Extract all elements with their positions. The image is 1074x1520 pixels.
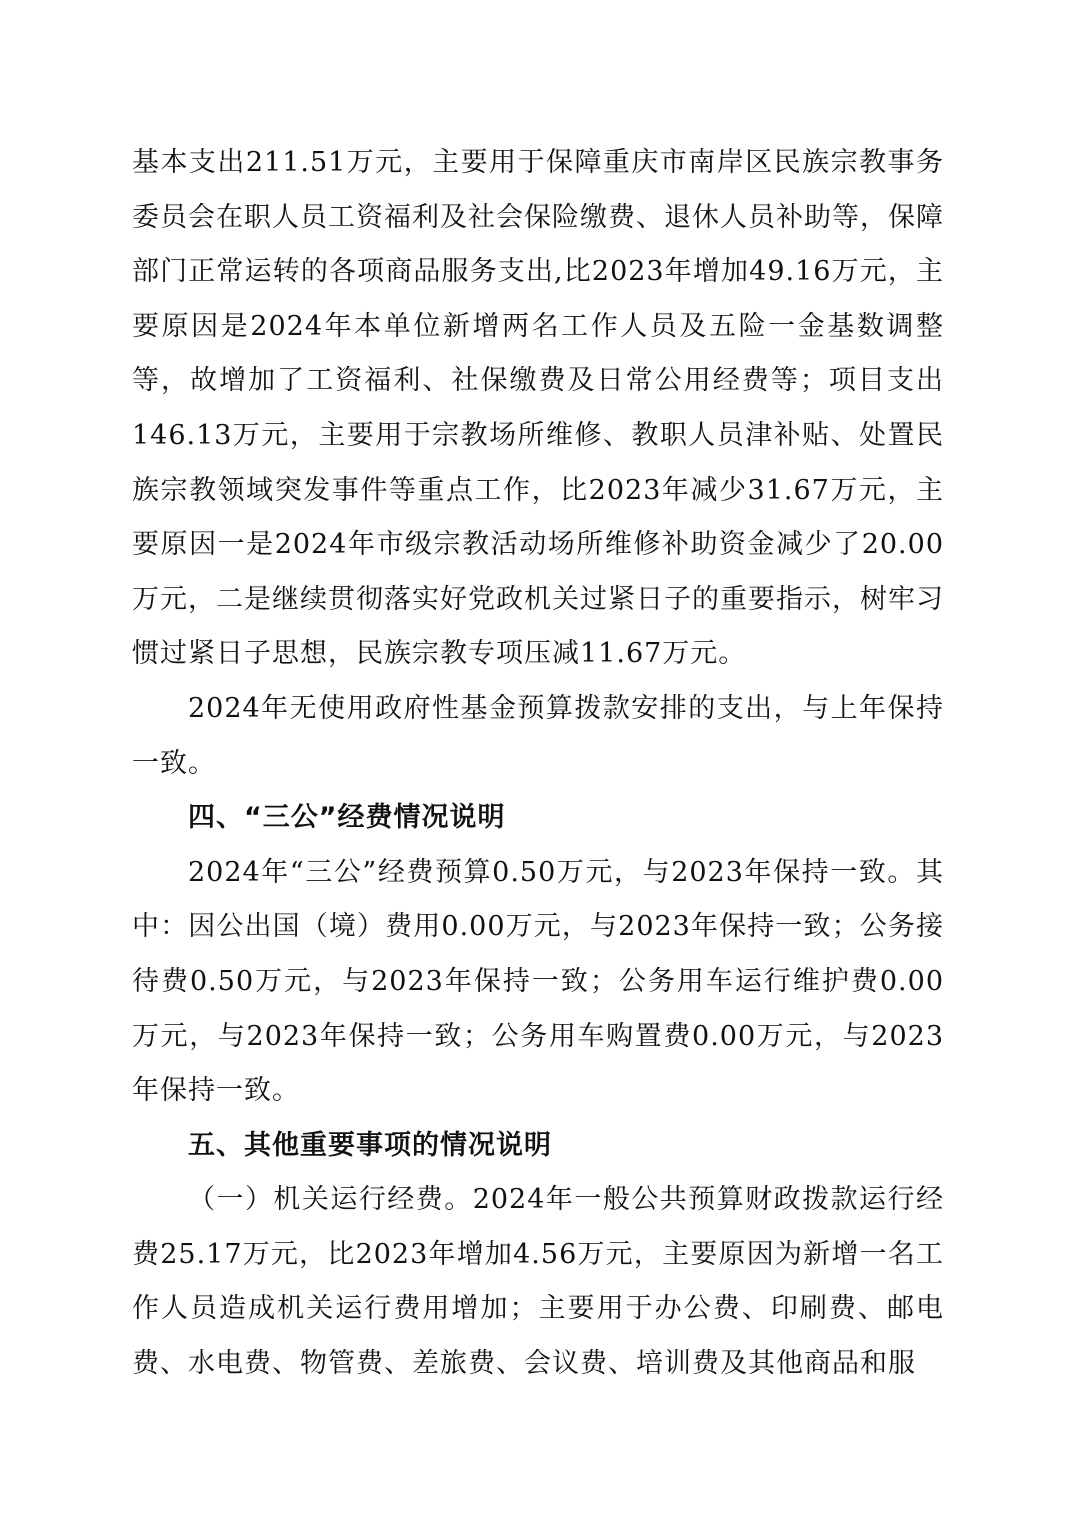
paragraph-government-fund: 2024年无使用政府性基金预算拨款安排的支出，与上年保持一致。 [132,692,944,779]
paragraph-agency-operation-funds: （一）机关运行经费。2024年一般公共预算财政拨款运行经费25.17万元，比2023年增加4.56万元，主要原因为新增一名工作人员造成机关运行费用增加；主要用于办公费、印刷费、邮电费、水电费、物管费、差旅费、会议费、培训费及其他商品和服 [132,1184,944,1380]
section-heading-other-matters: 五、其他重要事项的情况说明 [188,1129,552,1161]
document-body [132,136,944,1392]
paragraph-three-public-funds: 2024年“三公”经费预算0.50万元，与2023年保持一致。其中：因公出国（境）费用0.00万元，与2023年保持一致；公务接待费0.50万元，与2023年保持一致；公务用车运行维护费0.00万元，与2023年保持一致；公务用车购置费0.00万元，与2023年保持一致。 [132,856,944,1107]
section-heading-three-public-funds: 四、“三公”经费情况说明 [188,802,506,834]
paragraph-basic-and-project-spending: 基本支出211.51万元，主要用于保障重庆市南岸区民族宗教事务委员会在职人员工资福利及社会保险缴费、退休人员补助等，保障部门正常运转的各项商品服务支出,比2023年增加49.16万元，主要原因是2024年本单位新增两名工作人员及五险一金基数调整等，故增加了工资福利、社保缴费及日常公用经费等；项目支出146.13万元，主要用于宗教场所维修、教职人员津补贴、处置民族宗教领域突发事件等重点工作，比2023年减少31.67万元，主要原因一是2024年市级宗教活动场所维修补助资金减少了20.00万元，二是继续贯彻落实好党政机关过紧日子的重要指示，树牢习惯过紧日子思想，民族宗教专项压减11.67万元。 [132,147,944,670]
